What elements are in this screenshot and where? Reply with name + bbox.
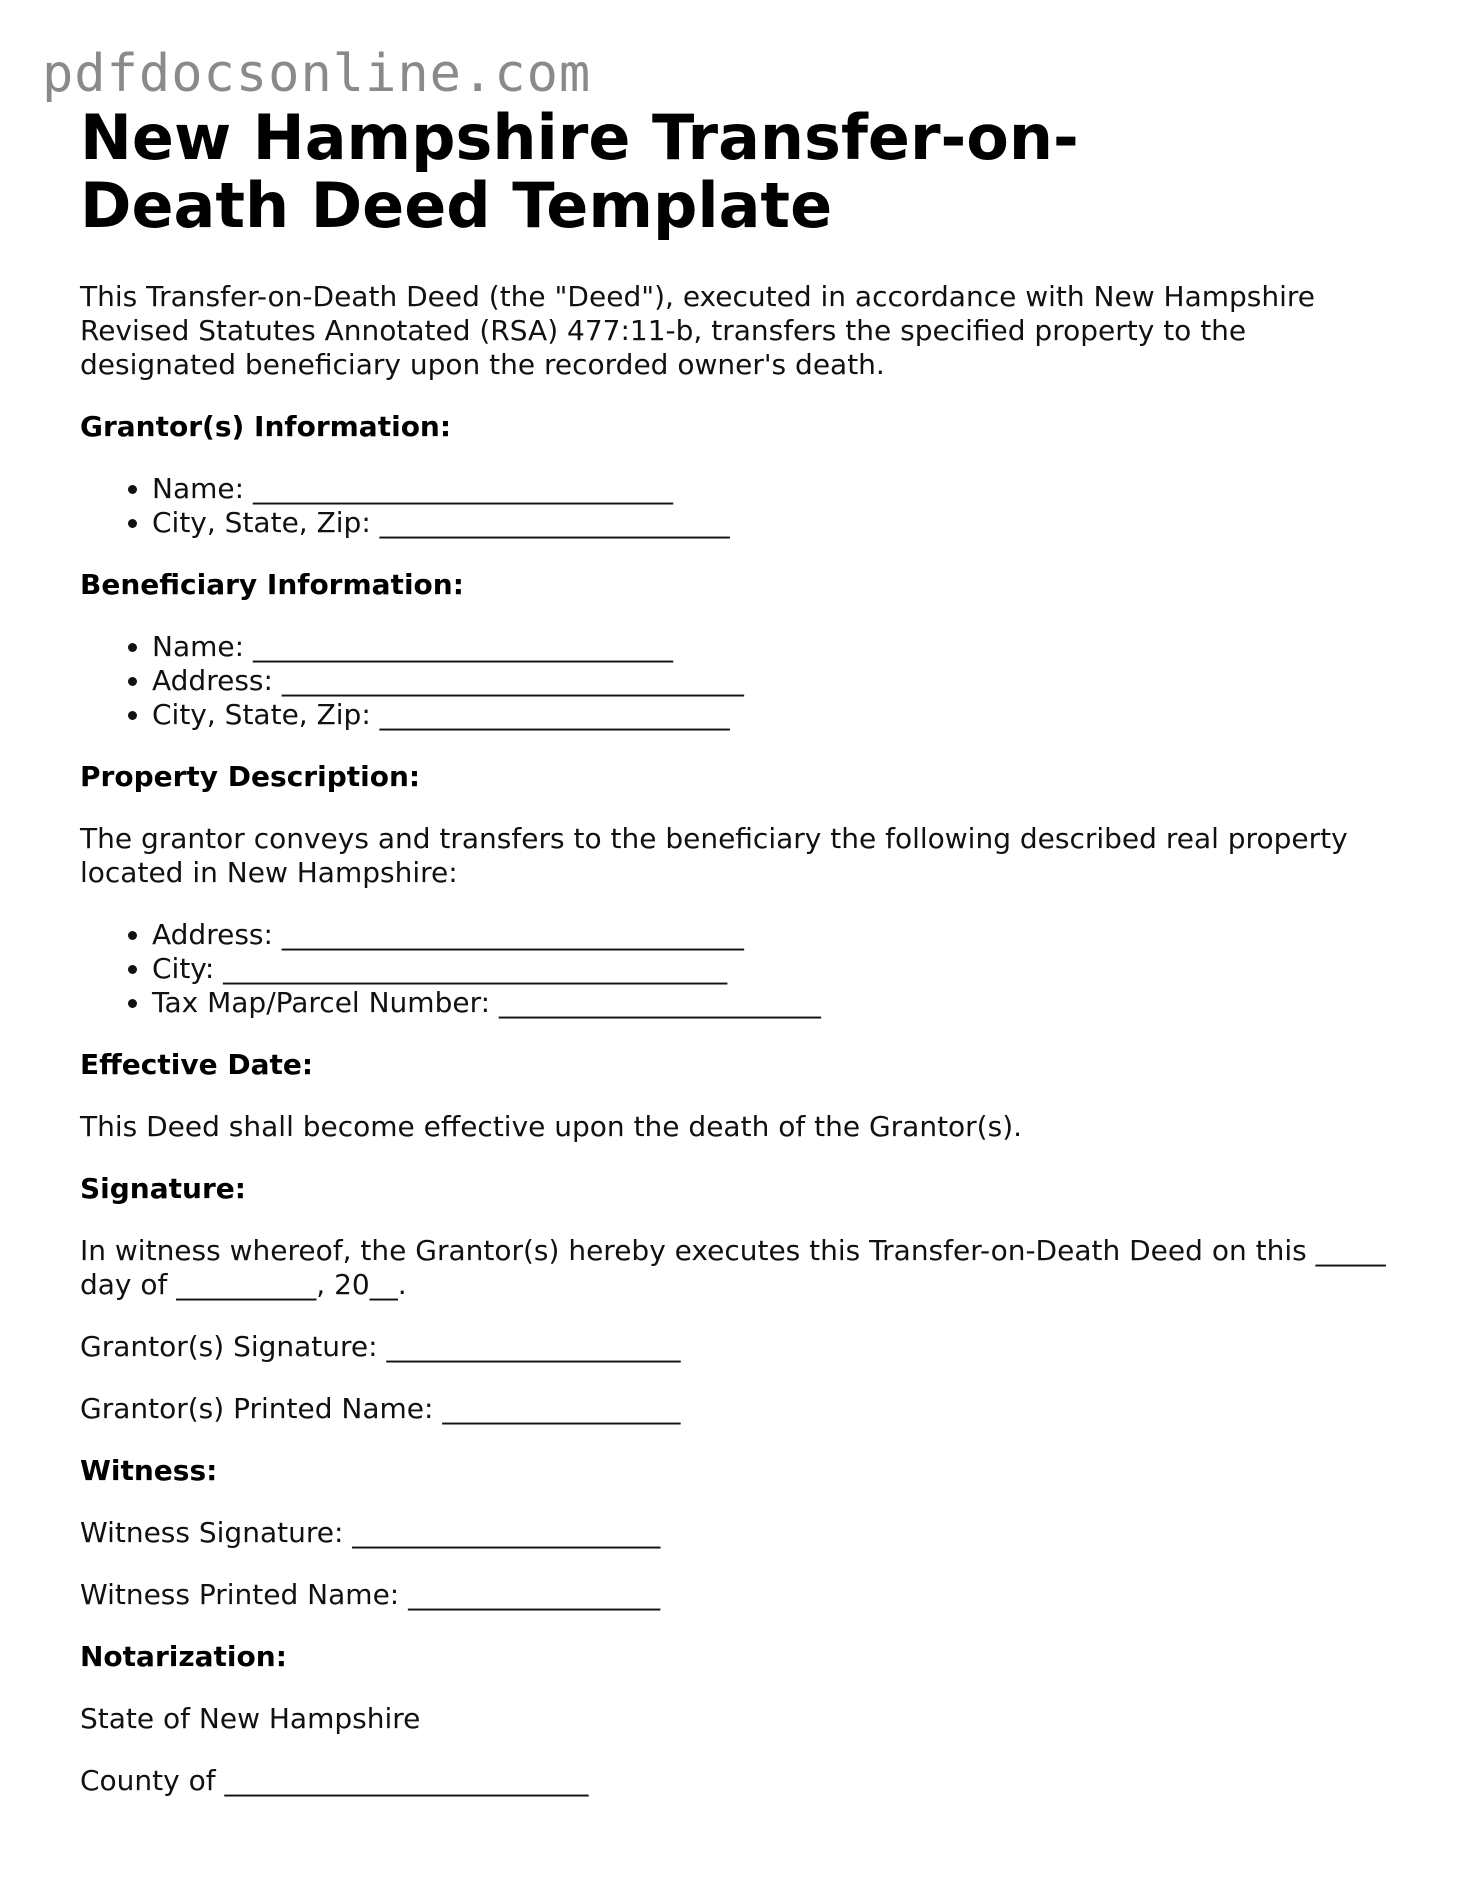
property-address-field[interactable]: • Address: _________________________________ — [152, 918, 1400, 952]
witness-signature-field[interactable]: Witness Signature: ______________________ — [80, 1516, 661, 1549]
watermark: pdfdocsonline.com — [42, 44, 592, 104]
effective-date-heading: Effective Date: — [80, 1048, 314, 1081]
effective-date-paragraph: This Deed shall become effective upon the death of the Grantor(s). — [80, 1110, 1023, 1143]
signature-paragraph[interactable]: In witness whereof, the Grantor(s) hereby executes this Transfer-on-Death Deed on this _____ day of __________, 20__. — [80, 1234, 1386, 1301]
grantor-signature-field[interactable]: Grantor(s) Signature: _____________________ — [80, 1330, 681, 1363]
notarization-heading: Notarization: — [80, 1640, 287, 1673]
grantor-heading: Grantor(s) Information: — [80, 410, 452, 443]
beneficiary-heading: Beneficiary Information: — [80, 568, 464, 601]
property-paragraph: The grantor conveys and transfers to the beneficiary the following described real property located in New Hampshire: — [80, 822, 1348, 889]
property-tax-map-field[interactable]: • Tax Map/Parcel Number: _______________________ — [152, 986, 1400, 1020]
property-list — [80, 918, 1400, 1020]
intro-paragraph: This Transfer-on-Death Deed (the "Deed"), executed in accordance with New Hampshire Revised Statutes Annotated (RSA) 477:11-b, transfers the specified property to the designated beneficiary upon the recorded owner's death. — [80, 280, 1316, 381]
beneficiary-city-state-zip-field[interactable]: • City, State, Zip: _________________________ — [152, 698, 1400, 732]
beneficiary-address-field[interactable]: • Address: _________________________________ — [152, 664, 1400, 698]
witness-heading: Witness: — [80, 1454, 218, 1487]
property-city-field[interactable]: • City: ____________________________________ — [152, 952, 1400, 986]
grantor-name-field[interactable]: • Name: ______________________________ — [152, 472, 1400, 506]
beneficiary-name-field[interactable]: • Name: ______________________________ — [152, 630, 1400, 664]
document — [80, 101, 1400, 1798]
grantor-printed-name-field[interactable]: Grantor(s) Printed Name: _________________ — [80, 1392, 681, 1425]
notarization-county-field[interactable]: County of __________________________ — [80, 1764, 589, 1797]
signature-heading: Signature: — [80, 1172, 246, 1205]
grantor-list — [80, 472, 1400, 540]
grantor-city-state-zip-field[interactable]: • City, State, Zip: _________________________ — [152, 506, 1400, 540]
witness-printed-name-field[interactable]: Witness Printed Name: __________________ — [80, 1578, 661, 1611]
property-heading: Property Description: — [80, 760, 421, 793]
notarization-state: State of New Hampshire — [80, 1702, 421, 1735]
beneficiary-list — [80, 630, 1400, 732]
page-title: New Hampshire Transfer-on-Death Deed Template — [80, 101, 1079, 242]
